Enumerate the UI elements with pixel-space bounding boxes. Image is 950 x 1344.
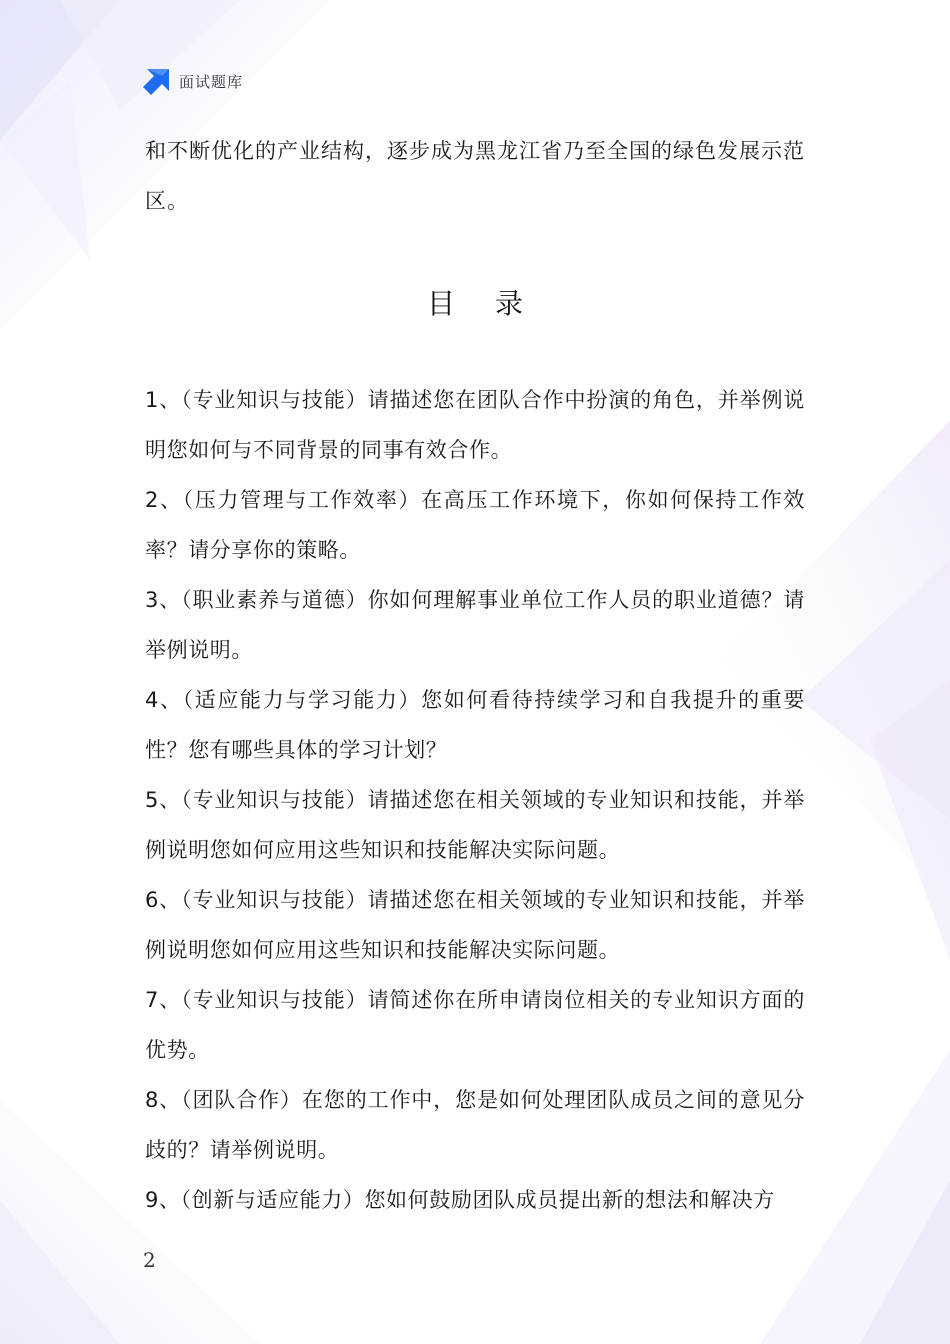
toc-item-8[interactable]: 8、（团队合作）在您的工作中，您是如何处理团队成员之间的意见分歧的？请举例说明。 bbox=[145, 1088, 805, 1162]
toc-item-3[interactable]: 3、（职业素养与道德）你如何理解事业单位工作人员的职业道德？请举例说明。 bbox=[145, 588, 805, 662]
toc-item-4[interactable]: 4、（适应能力与学习能力）您如何看待持续学习和自我提升的重要性？您有哪些具体的学习计划？ bbox=[145, 688, 805, 762]
logo-text: 面试题库 bbox=[179, 72, 244, 91]
toc-item-9[interactable]: 9、（创新与适应能力）您如何鼓励团队成员提出新的想法和解决方 bbox=[145, 1188, 775, 1212]
page-number: 2 bbox=[143, 1248, 156, 1272]
toc-title: 目录 bbox=[426, 287, 563, 320]
arrow-up-right-icon bbox=[143, 67, 171, 95]
table-of-contents bbox=[145, 375, 805, 1225]
intro-paragraph: 和不断优化的产业结构，逐步成为黑龙江省乃至全国的绿色发展示范区。 bbox=[145, 139, 805, 213]
document-body bbox=[145, 126, 805, 226]
toc-item-7[interactable]: 7、（专业知识与技能）请简述你在所申请岗位相关的专业知识方面的优势。 bbox=[145, 988, 805, 1062]
toc-item-6[interactable]: 6、（专业知识与技能）请描述您在相关领域的专业知识和技能，并举例说明您如何应用这些知识和技能解决实际问题。 bbox=[145, 888, 805, 962]
toc-item-2[interactable]: 2、（压力管理与工作效率）在高压工作环境下，你如何保持工作效率？请分享你的策略。 bbox=[145, 488, 805, 562]
page-header bbox=[143, 66, 243, 96]
toc-item-1[interactable]: 1、（专业知识与技能）请描述您在团队合作中扮演的角色，并举例说明您如何与不同背景的同事有效合作。 bbox=[145, 388, 805, 462]
toc-item-5[interactable]: 5、（专业知识与技能）请描述您在相关领域的专业知识和技能，并举例说明您如何应用这些知识和技能解决实际问题。 bbox=[145, 788, 805, 862]
